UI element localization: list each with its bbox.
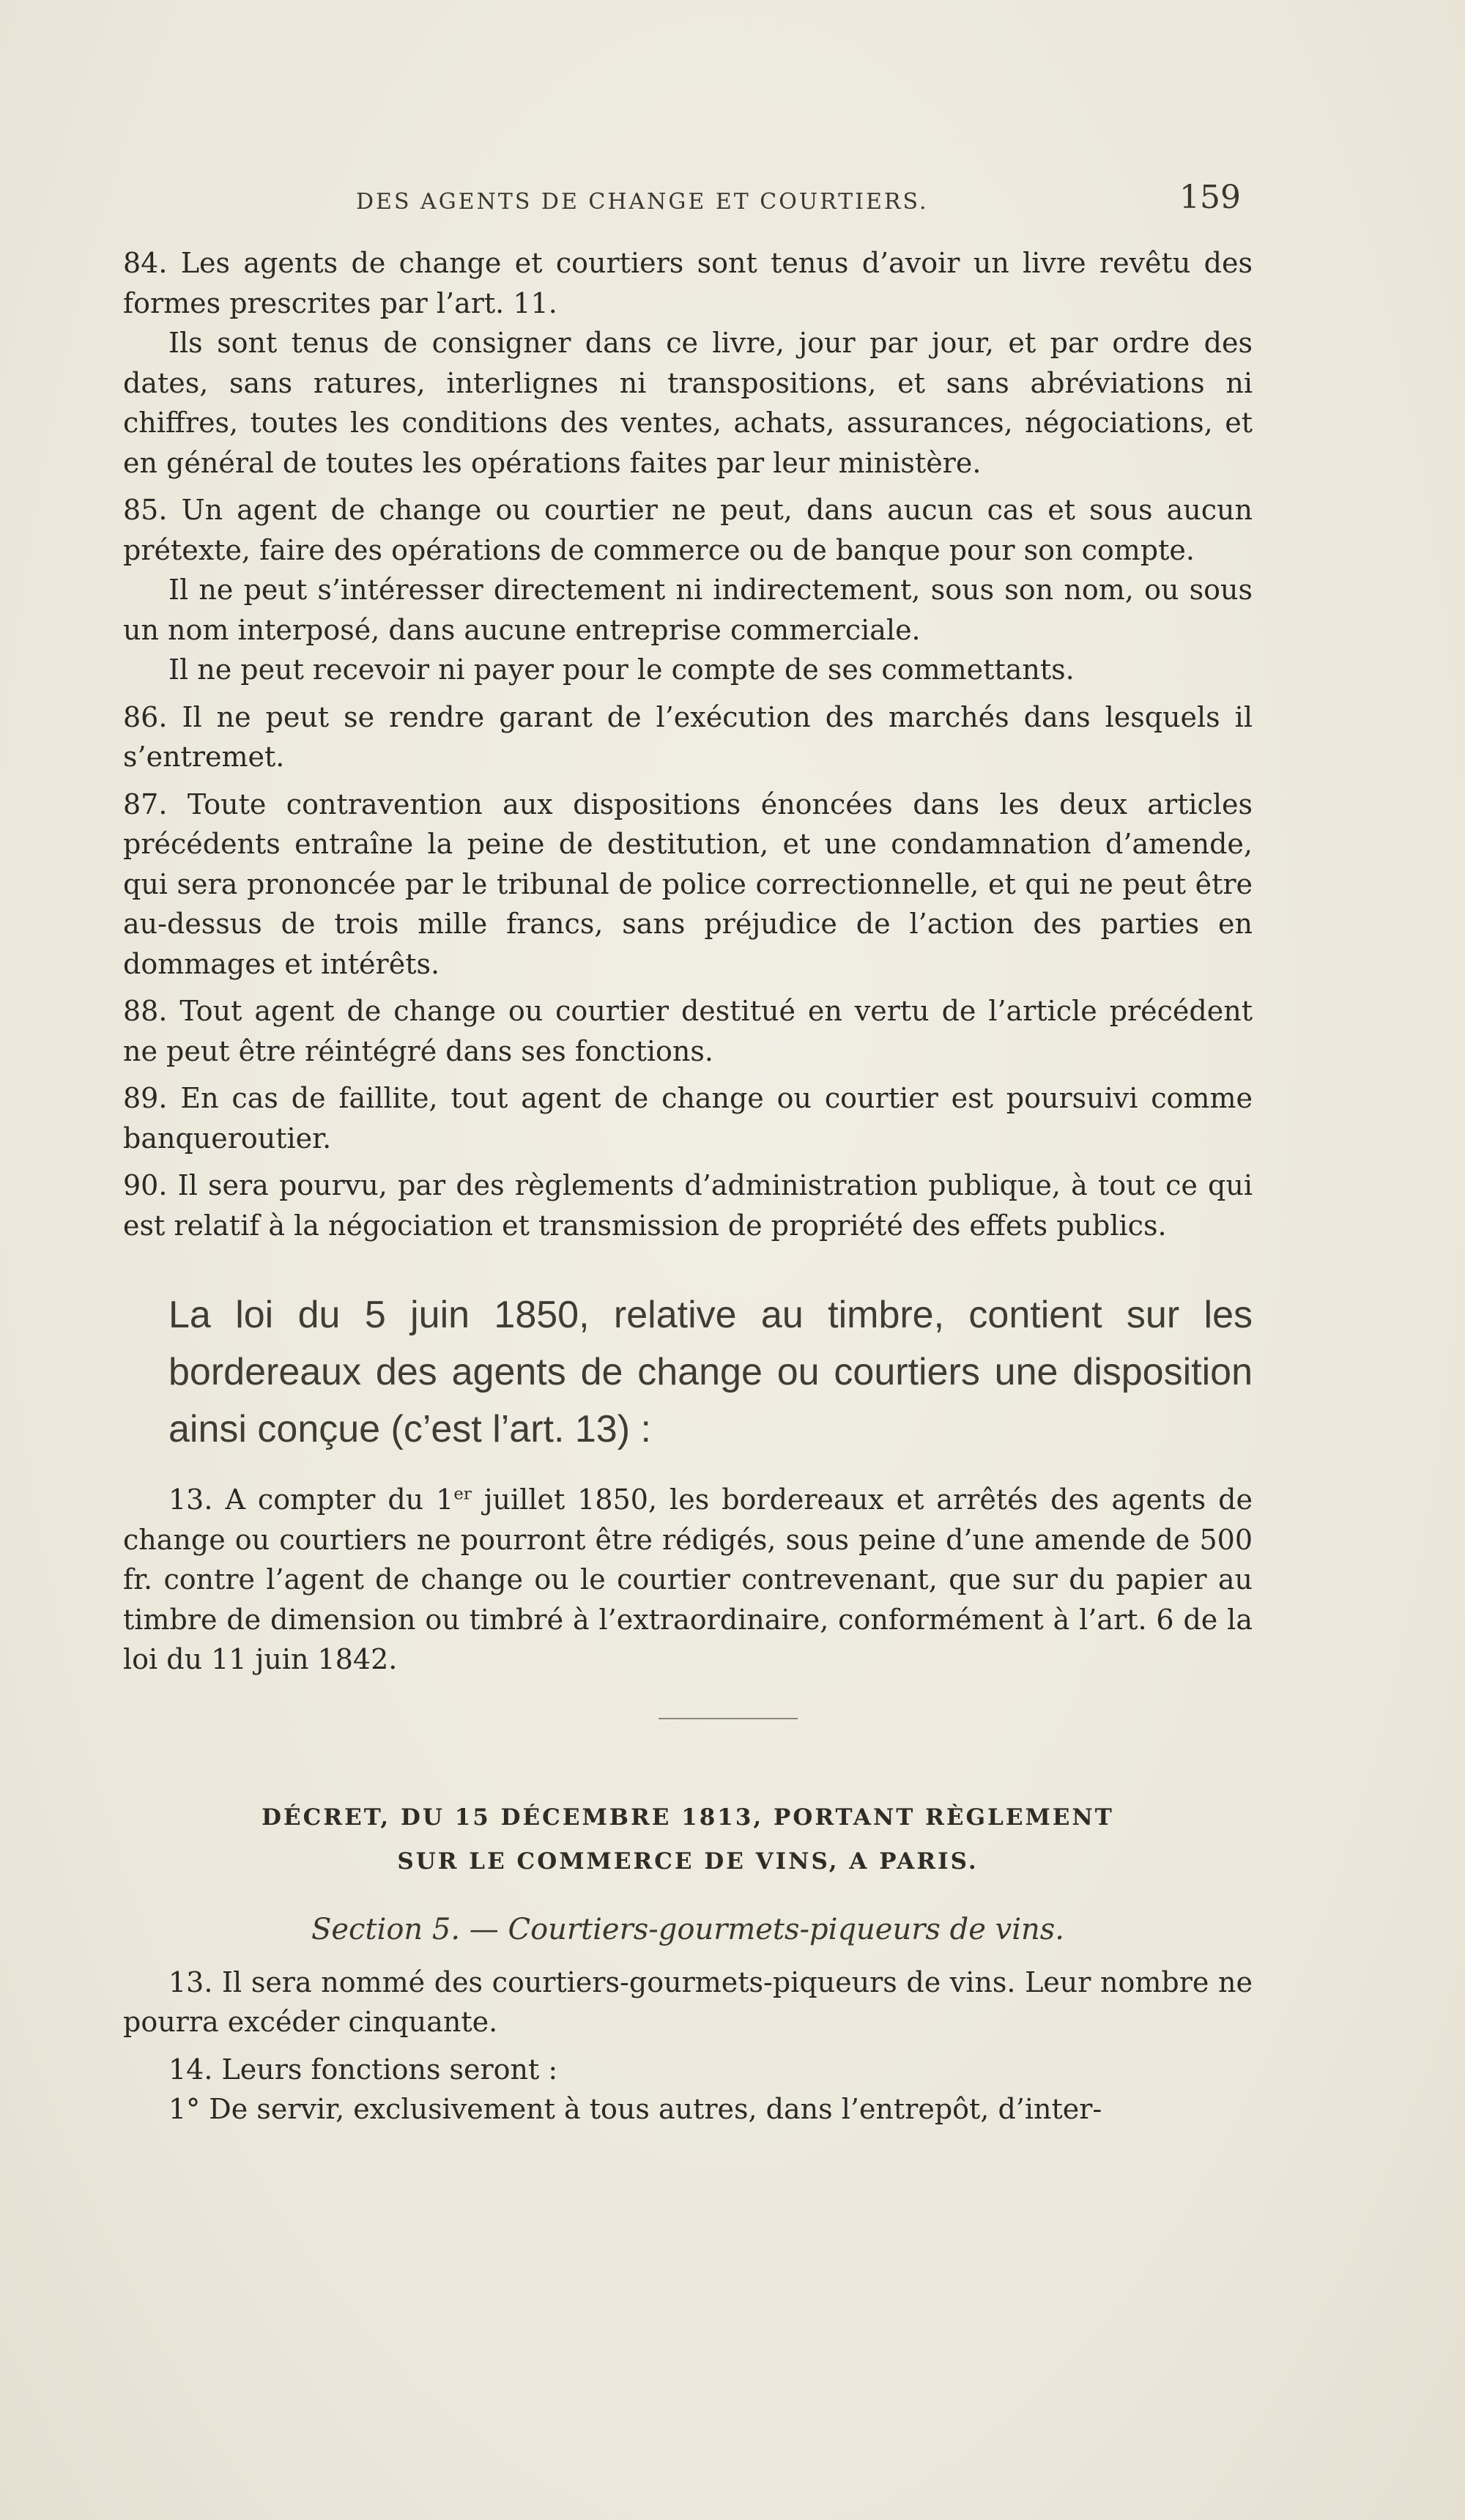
article-84: 84. Les agents de change et courtiers sont tenus d’avoir un livre revêtu des formes prescrites par l’art. 11. <box>123 247 1253 319</box>
article-84-paragraph-2: Ils sont tenus de consigner dans ce livre, jour par jour, et par ordre des dates, sans ratures, interlignes ni transpositions, et sans abréviations ni chiffres, toutes les conditions des ventes, achats, assurances, négociations, et en général de toutes les opérations faites par leur ministère. <box>123 327 1253 479</box>
article-87: 87. Toute contravention aux dispositions énoncées dans les deux articles précédents entraîne la peine de destitution, et une condamnation d’amende, qui sera prononcée par le tribunal de police correctionnelle, et qui ne peut être au-dessus de trois mille francs, sans préjudice de l’action des parties en dommages et intérêts. <box>123 788 1253 980</box>
decree-article-14: 14. Leurs fonctions seront : <box>168 2053 558 2086</box>
article-89: 89. En cas de faillite, tout agent de change ou courtier est poursuivi comme banqueroutier. <box>123 1082 1253 1155</box>
decree-article-13: 13. Il sera nommé des courtiers-gourmets-piqueurs de vins. Leur nombre ne pourra excéder cinquante. <box>123 1965 1253 2038</box>
article-88: 88. Tout agent de change ou courtier destitué en vertu de l’article précédent ne peut être réintégré dans ses fonctions. <box>123 995 1253 1067</box>
article-85-paragraph-2: Il ne peut s’intéresser directement ni indirectement, sous son nom, ou sous un nom interposé, dans aucune entreprise commerciale. <box>123 574 1253 646</box>
page-body <box>123 243 1253 2130</box>
page-number: 159 <box>1179 179 1241 216</box>
decree-title-line-1: DÉCRET, DU 15 DÉCEMBRE 1813, PORTANT RÈGLEMENT <box>262 1804 1114 1831</box>
section-title: Section 5. — Courtiers-gourmets-piqueurs de vins. <box>311 1912 1064 1946</box>
running-head: DES AGENTS DE CHANGE ET COURTIERS. <box>356 189 929 215</box>
article-85-paragraph-3: Il ne peut recevoir ni payer pour le compte de ses commettants. <box>168 653 1075 686</box>
decree-article-14-item-1: 1° De servir, exclusivement à tous autres, dans l’entrepôt, d’inter- <box>168 2093 1102 2125</box>
decree-title-line-2: SUR LE COMMERCE DE VINS, A PARIS. <box>397 1848 979 1875</box>
law-1850-article-13: 13. A compter du 1er juillet 1850, les bordereaux et arrêtés des agents de change ou courtiers ne pourront être rédigés, sous peine d’une amende de 500 fr. contre l’agent de change ou le courtier contrevenant, que sur du papier au timbre de dimension ou timbré à l’extraordinaire, conformément à l’art. 6 de la loi du 11 juin 1842. <box>123 1483 1253 1675</box>
article-85: 85. Un agent de change ou courtier ne peut, dans aucun cas et sous aucun prétexte, faire des opérations de commerce ou de banque pour son compte. <box>123 494 1253 566</box>
article-90: 90. Il sera pourvu, par des règlements d’administration publique, à tout ce qui est relatif à la négociation et transmission de propriété des effets publics. <box>123 1169 1253 1242</box>
decree-title <box>123 1796 1253 1883</box>
article-86: 86. Il ne peut se rendre garant de l’exécution des marchés dans lesquels il s’entremet. <box>123 700 1253 773</box>
section-divider <box>659 1718 798 1719</box>
law-1850-intro: La loi du 5 juin 1850, relative au timbre, contient sur les bordereaux des agents de change ou courtiers une disposition ainsi conçue (c’est l’art. 13) : <box>168 1294 1253 1450</box>
